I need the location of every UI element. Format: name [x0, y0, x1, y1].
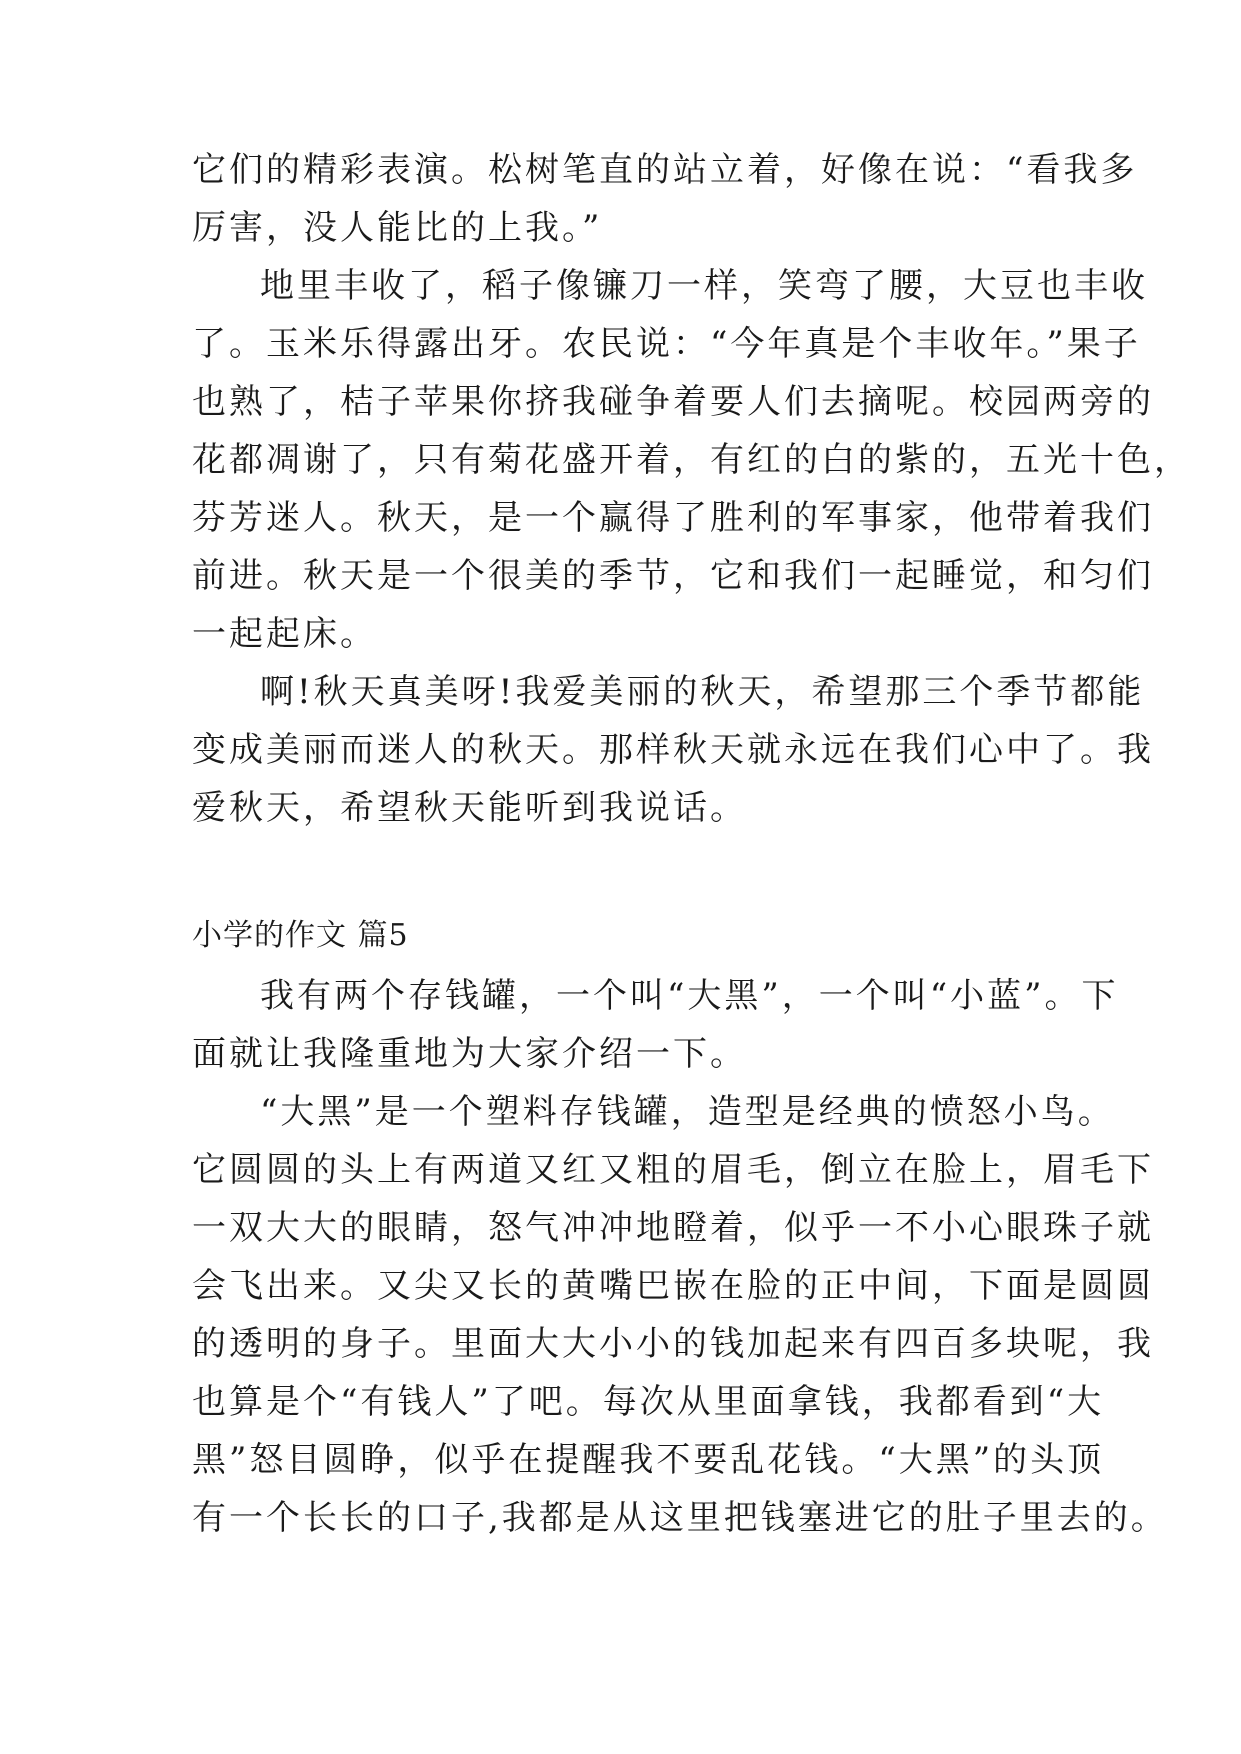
paragraph-line: 一起起床。 — [192, 614, 377, 654]
paragraph-line: 一双大大的眼睛，怒气冲冲地瞪着，似乎一不小心眼珠子就 — [192, 1208, 1154, 1248]
section-heading: 小学的作文 篇5 — [192, 918, 409, 953]
paragraph-line: 我有两个存钱罐，一个叫“大黑”，一个叫“小蓝”。下 — [260, 976, 1119, 1016]
paragraph-line: 有一个长长的口子,我都是从这里把钱塞进它的肚子里去的。 — [192, 1498, 1168, 1538]
paragraph-line: 也熟了，桔子苹果你挤我碰争着要人们去摘呢。校园两旁的 — [192, 382, 1154, 422]
paragraph-line: “大黑”是一个塑料存钱罐，造型是经典的愤怒小鸟。 — [260, 1092, 1115, 1132]
paragraph-line: 会飞出来。又尖又长的黄嘴巴嵌在脸的正中间，下面是圆圆 — [192, 1266, 1154, 1306]
paragraph-line: 爱秋天，希望秋天能听到我说话。 — [192, 788, 747, 828]
paragraph-line: 它们的精彩表演。松树笔直的站立着，好像在说：“看我多 — [192, 150, 1138, 190]
paragraph-line: 芬芳迷人。秋天，是一个赢得了胜利的军事家，他带着我们 — [192, 498, 1154, 538]
paragraph-line: 变成美丽而迷人的秋天。那样秋天就永远在我们心中了。我 — [192, 730, 1154, 770]
paragraph-line: 黑”怒目圆睁，似乎在提醒我不要乱花钱。“大黑”的头顶 — [192, 1440, 1105, 1480]
paragraph-line: 花都凋谢了，只有菊花盛开着，有红的白的紫的，五光十色， — [192, 440, 1191, 480]
paragraph-line: 面就让我隆重地为大家介绍一下。 — [192, 1034, 747, 1074]
paragraph-line: 也算是个“有钱人”了吧。每次从里面拿钱，我都看到“大 — [192, 1382, 1105, 1422]
paragraph-line: 了。玉米乐得露出牙。农民说：“今年真是个丰收年。”果子 — [192, 324, 1141, 364]
paragraph-line: 它圆圆的头上有两道又红又粗的眉毛，倒立在脸上，眉毛下 — [192, 1150, 1154, 1190]
paragraph-line: 前进。秋天是一个很美的季节，它和我们一起睡觉，和匀们 — [192, 556, 1154, 596]
paragraph-line: 厉害，没人能比的上我。” — [192, 208, 603, 248]
paragraph-line: 地里丰收了，稻子像镰刀一样，笑弯了腰，大豆也丰收 — [260, 266, 1148, 306]
paragraph-line: 啊!秋天真美呀!我爱美丽的秋天，希望那三个季节都能 — [260, 672, 1145, 712]
paragraph-line: 的透明的身子。里面大大小小的钱加起来有四百多块呢，我 — [192, 1324, 1154, 1364]
